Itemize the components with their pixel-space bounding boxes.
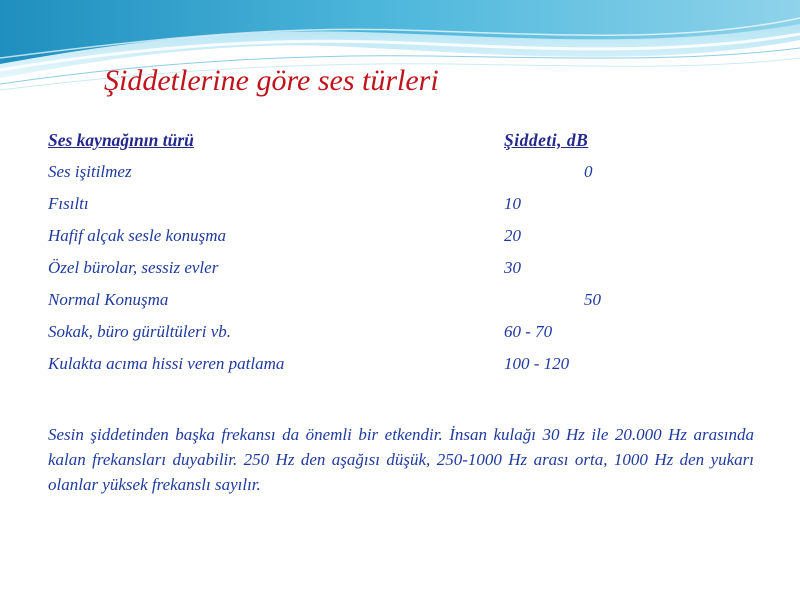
source-cell: Fısıltı <box>48 194 89 213</box>
source-cell: Normal Konuşma <box>48 290 169 309</box>
table-header-row <box>48 130 628 162</box>
table-row <box>48 226 628 258</box>
source-column-header: Ses kaynağının türü <box>48 130 194 150</box>
source-cell: Hafif alçak sesle konuşma <box>48 226 226 245</box>
slide-title: Şiddetlerine göre ses türleri <box>104 64 439 97</box>
level-cell: 50 <box>584 290 601 309</box>
source-cell: Kulakta acıma hissi veren patlama <box>48 354 285 373</box>
level-cell: 60 - 70 <box>504 322 553 341</box>
level-cell: 20 <box>504 226 521 245</box>
level-cell: 100 - 120 <box>504 354 570 373</box>
sound-level-table <box>48 130 628 386</box>
level-cell: 30 <box>504 258 521 277</box>
frequency-note-paragraph: Sesin şiddetinden başka frekansı da önemli bir etkendir. İnsan kulağı 30 Hz ile 20.000 Hz arasında kalan frekansları duyabilir. 250 Hz den aşağısı düşük, 250-1000 Hz arası orta, 1000 Hz den yukarı olanlar yüksek frekanslı sayılır. <box>48 425 754 494</box>
table-row <box>48 322 628 354</box>
table-row <box>48 290 628 322</box>
source-cell: Sokak, büro gürültüleri vb. <box>48 322 232 341</box>
level-column-header: Şiddeti, dB <box>504 130 589 150</box>
table-row <box>48 258 628 290</box>
table-row <box>48 162 628 194</box>
table-row <box>48 354 628 386</box>
level-cell: 0 <box>584 162 593 181</box>
table-row <box>48 194 628 226</box>
source-cell: Ses işitilmez <box>48 162 132 181</box>
source-cell: Özel bürolar, sessiz evler <box>48 258 219 277</box>
level-cell: 10 <box>504 194 521 213</box>
